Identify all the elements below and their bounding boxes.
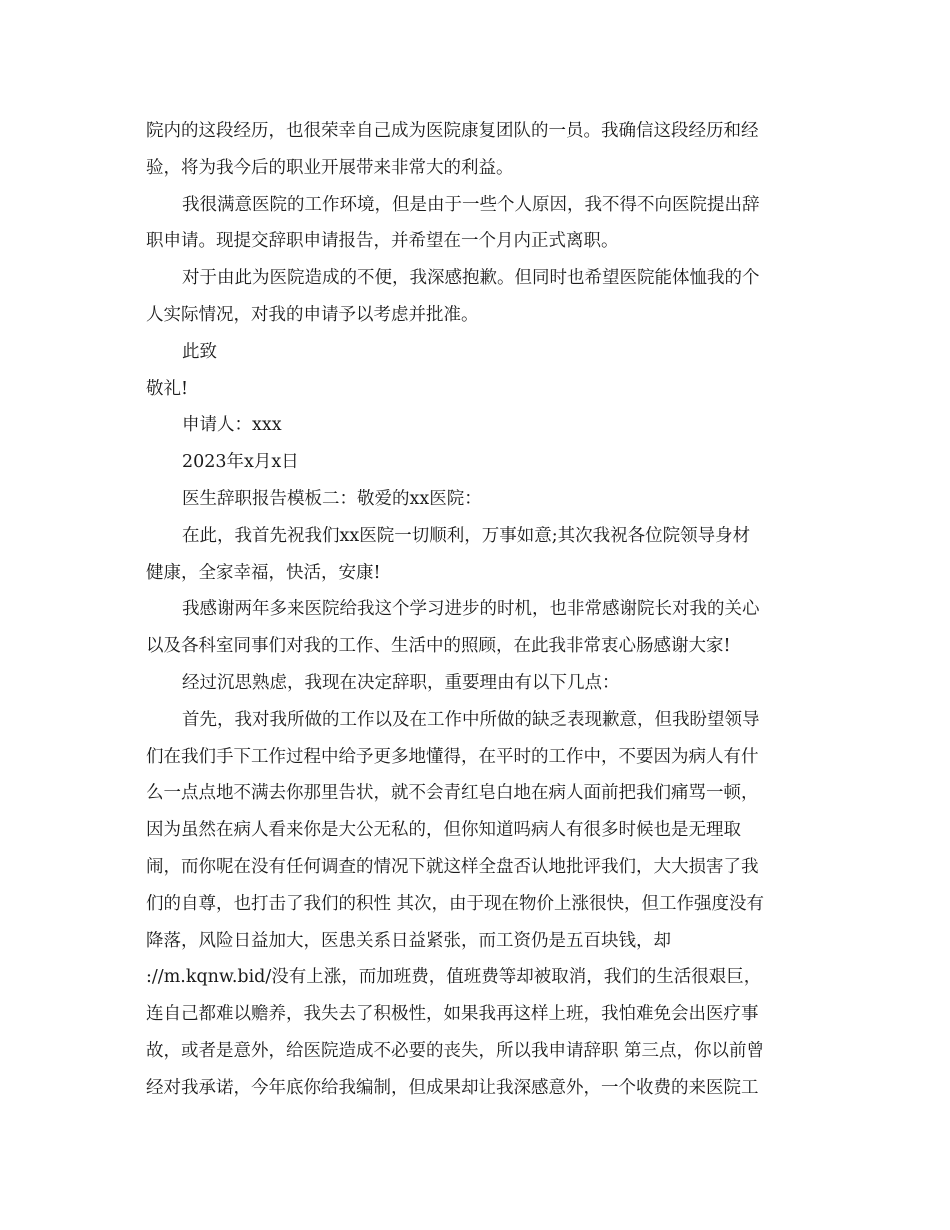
paragraph-first-line: 2023年x月x日 <box>182 452 299 473</box>
paragraph-line: 敬礼! <box>146 378 189 399</box>
paragraph-first-line: 申请人：xxx <box>182 415 282 436</box>
paragraph-line: 院内的这段经历，也很荣幸自己成为医院康复团队的一员。我确信这段经历和经 <box>146 121 759 141</box>
paragraph-line: 么一点点地不满去你那里告状，就不会青红皂白地在病人面前把我们痛骂一顿， <box>146 783 759 804</box>
paragraph-line: 故，或者是意外，给医院造成不必要的丧失，所以我申请辞职 第三点，你以前曾 <box>146 1040 765 1061</box>
paragraph-first-line: 我感谢两年多来医院给我这个学习进步的时机，也非常感谢院长对我的关心 <box>182 599 760 620</box>
paragraph-first-line: 经过沉思熟虑，我现在决定辞职，重要理由有以下几点： <box>182 672 620 693</box>
document-body <box>146 113 816 1107</box>
paragraph-line: 们的自尊，也打击了我们的积性 其次，由于现在物价上涨很快，但工作强度没有 <box>146 893 765 914</box>
paragraph-line: 健康，全家幸福，快活，安康! <box>146 562 381 583</box>
paragraph-line: 闹，而你呢在没有任何调查的情况下就这样全盘否认地批评我们，大大损害了我 <box>146 856 759 877</box>
paragraph-first-line: 首先，我对我所做的工作以及在工作中所做的缺乏表现歉意，但我盼望领导 <box>182 709 760 730</box>
paragraph-first-line: 在此，我首先祝我们xx医院一切顺利，万事如意;其次我祝各位院领导身材 <box>182 525 751 546</box>
paragraph-first-line: 医生辞职报告模板二：敬爱的xx医院： <box>182 488 482 509</box>
paragraph-first-line: 对于由此为医院造成的不便，我深感抱歉。但同时也希望医院能体恤我的个 <box>182 268 760 289</box>
paragraph-line: 经对我承诺，今年底你给我编制，但成果却让我深感意外，一个收费的来医院工 <box>146 1077 759 1098</box>
paragraph-line: ://m.kqnw.bid/没有上涨，而加班费，值班费等却被取消，我们的生活很艰巨， <box>146 967 762 988</box>
paragraph-line: 因为虽然在病人看来你是大公无私的，但你知道吗病人有很多时候也是无理取 <box>146 820 741 841</box>
paragraph-line: 人实际情况，对我的申请予以考虑并批准。 <box>146 304 479 325</box>
paragraph-first-line: 此致 <box>182 341 217 362</box>
paragraph-line: 职申请。现提交辞职申请报告，并希望在一个月内正式离职。 <box>146 231 619 252</box>
paragraph-line: 降落，风险日益加大，医患关系日益紧张，而工资仍是五百块钱，却 <box>146 930 671 951</box>
paragraph-line: 连自己都难以赡养，我失去了积极性，如果我再这样上班，我怕难免会出医疗事 <box>146 1004 759 1025</box>
paragraph-line: 验，将为我今后的职业开展带来非常大的利益。 <box>146 157 514 178</box>
paragraph-line: 以及各科室同事们对我的工作、生活中的照顾，在此我非常衷心肠感谢大家! <box>146 636 731 657</box>
paragraph-line: 们在我们手下工作过程中给予更多地懂得，在平时的工作中，不要因为病人有什 <box>146 746 759 767</box>
paragraph-first-line: 我很满意医院的工作环境，但是由于一些个人原因，我不得不向医院提出辞 <box>182 194 760 215</box>
